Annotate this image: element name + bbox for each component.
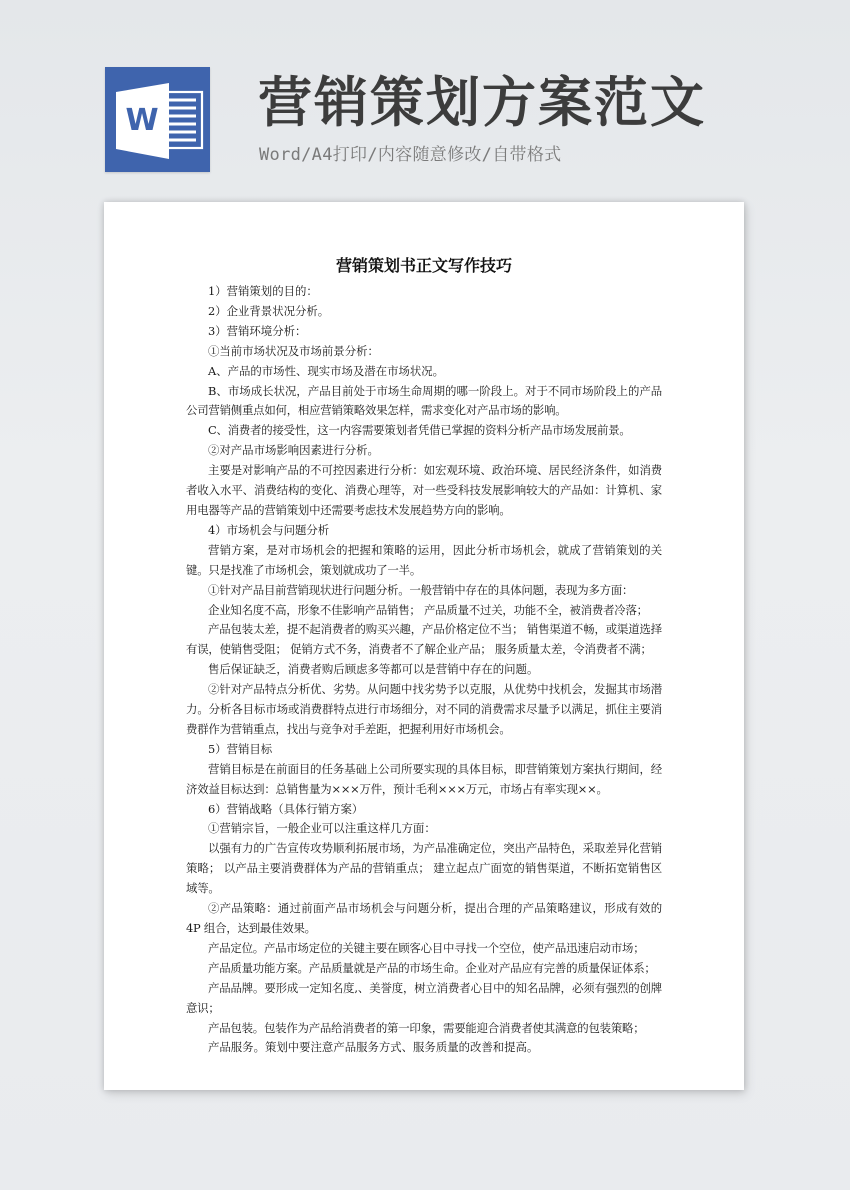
page-subtitle: Word/A4打印/内容随意修改/自带格式 — [259, 145, 562, 165]
document-page — [104, 202, 744, 1090]
paragraph: A、产品的市场性、现实市场及潜在市场状况。 — [208, 363, 445, 378]
paragraph: 以强有力的广告宣传攻势顺利拓展市场，为产品准确定位，突出产品特色，采取差异化营销策略； 以产品主要消费群体为产品的营销重点； 建立起点广面宽的销售渠道，不断拓宽销售区域等。 — [186, 841, 662, 896]
paragraph: ②产品策略：通过前面产品市场机会与问题分析，提出合理的产品策略建议，形成有效的 4P 组合，达到最佳效果。 — [186, 901, 662, 935]
paragraph: ①当前市场状况及市场前景分析： — [208, 343, 379, 358]
paragraph: 企业知名度不高，形象不佳影响产品销售； 产品质量不过关，功能不全，被消费者冷落； — [208, 602, 648, 617]
section-heading: 6）营销战略（具体行销方案） — [208, 801, 364, 816]
paragraph: 1）营销策划的目的： — [208, 284, 318, 298]
paragraph: 产品品牌。要形成一定知名度,、美誉度，树立消费者心目中的知名品牌，必须有强烈的创牌意识； — [186, 980, 662, 1015]
section-heading: 5）营销目标 — [208, 741, 273, 756]
paragraph: 产品质量功能方案。产品质量就是产品的市场生命。企业对产品应有完善的质量保证体系； — [208, 960, 656, 975]
svg-text:W: W — [125, 103, 159, 138]
paragraph: 3）营销环境分析： — [208, 323, 307, 338]
document-title: 营销策划书正文写作技巧 — [335, 256, 512, 275]
paragraph: 营销方案，是对市场机会的把握和策略的运用，因此分析市场机会，就成了营销策划的关键。只是找准了市场机会，策划就成功了一半。 — [186, 542, 662, 577]
paragraph: 2）企业背景状况分析。 — [208, 303, 330, 318]
paragraph: 产品服务。策划中要注意产品服务方式、服务质量的改善和提高。 — [208, 1040, 539, 1055]
paragraph: C、消费者的接受性，这一内容需要策划者凭借已掌握的资料分析产品市场发展前景。 — [208, 423, 631, 438]
paragraph: ①针对产品目前营销现状进行问题分析。一般营销中存在的具体问题，表现为多方面： — [208, 582, 634, 597]
document-body — [186, 282, 662, 1058]
paragraph: 产品定位。产品市场定位的关键主要在顾客心目中寻找一个空位，使产品迅速启动市场； — [208, 940, 645, 955]
paragraph: 营销目标是在前面目的任务基础上公司所要实现的具体目标，即营销策划方案执行期间，经济效益目标达到：总销售量为×××万件，预计毛利×××万元，市场占有率实现××。 — [186, 761, 662, 796]
banner-header — [0, 0, 850, 200]
paragraph: 售后保证缺乏，消费者购后顾虑多等都可以是营销中存在的问题。 — [208, 662, 539, 677]
paragraph: B、市场成长状况，产品目前处于市场生命周期的哪一阶段上。对于不同市场阶段上的产品公司营销侧重点如何，相应营销策略效果怎样，需求变化对产品市场的影响。 — [186, 383, 662, 418]
paragraph: ②针对产品特点分析优、劣势。从问题中找劣势予以克服，从优势中找机会，发掘其市场潜力。分析各目标市场或消费群特点进行市场细分，对不同的消费需求尽量予以满足，抓住主要消费群作为营销重点，找出与竞争对手差距，把握利用好市场机会。 — [186, 682, 662, 736]
word-icon — [105, 67, 210, 172]
paragraph: 产品包装。包装作为产品给消费者的第一印象，需要能迎合消费者使其满意的包装策略； — [208, 1020, 645, 1035]
section-heading: 4）市场机会与问题分析 — [208, 522, 330, 537]
paragraph: ②对产品市场影响因素进行分析。 — [208, 443, 379, 458]
paragraph: ①营销宗旨，一般企业可以注重这样几方面： — [208, 821, 436, 836]
page-title: 营销策划方案范文 — [258, 71, 706, 134]
paragraph: 产品包装太差，提不起消费者的购买兴趣，产品价格定位不当； 销售渠道不畅，或渠道选择有误，使销售受阻； 促销方式不务，消费者不了解企业产品； 服务质量太差，令消费者不满； — [186, 622, 662, 657]
paragraph: 主要是对影响产品的不可控因素进行分析：如宏观环境、政治环境、居民经济条件，如消费者收入水平、消费结构的变化、消费心理等，对一些受科技发展影响较大的产品如：计算机、家用电器等产品的营销策划中还需要考虑技术发展趋势方向的影响。 — [186, 463, 662, 517]
